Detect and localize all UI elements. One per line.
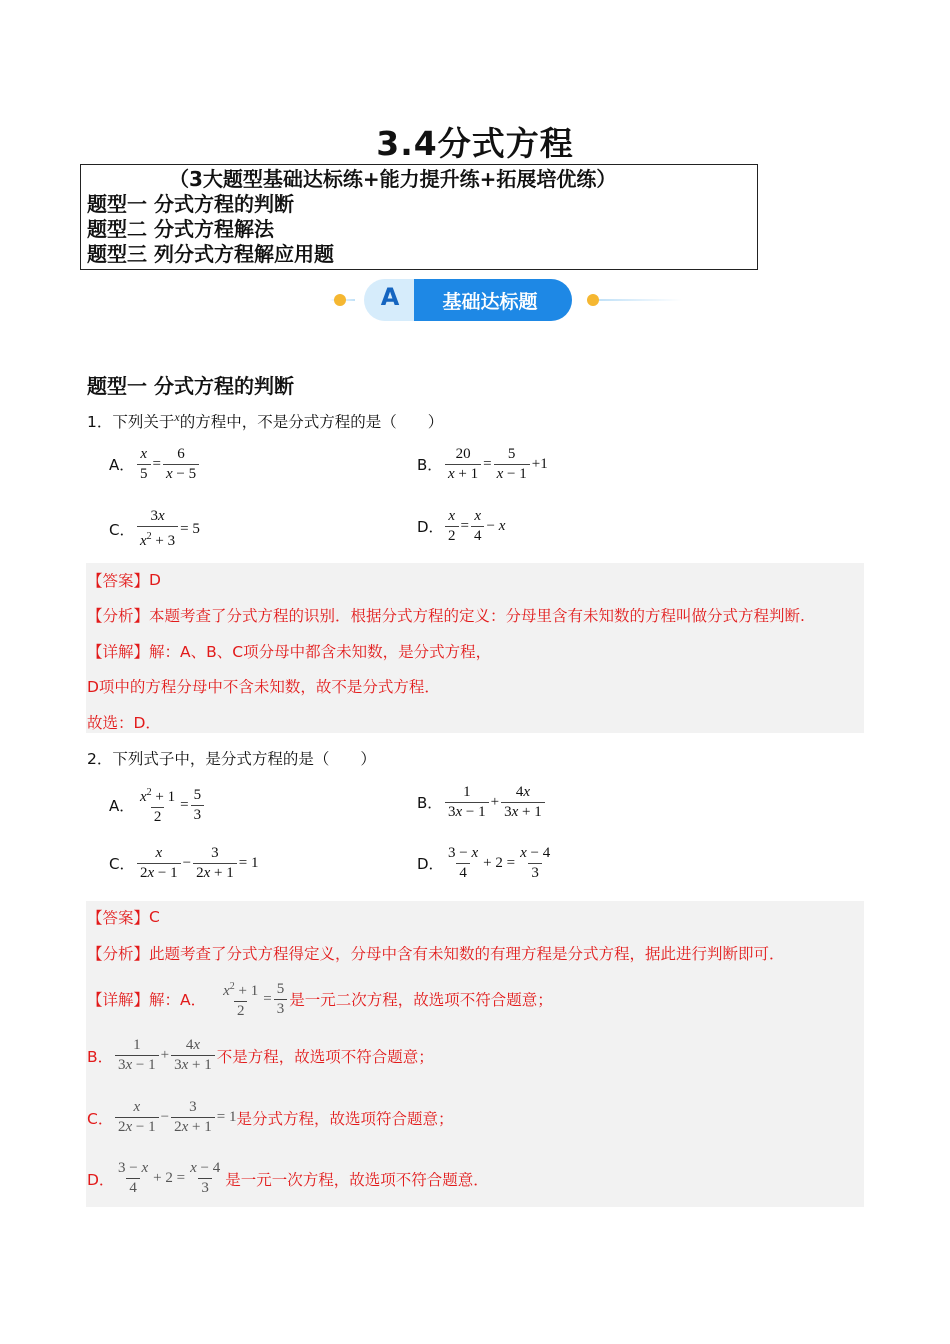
toc-item-3: 题型三 列分式方程解应用题 (87, 242, 334, 266)
q1-option-c-label: C． (109, 520, 135, 539)
q2-option-b: B． $\frac{1}{3x - 1}$ + $\frac{4x}{3x + 1}$ (417, 784, 547, 821)
q2-option-a-label: A． (109, 796, 135, 815)
q1-conclusion: 故选：D． (87, 714, 161, 732)
q1-option-b: B． $\frac{20}{x + 1}$ = $\frac{5}{x - 1}$ +1 (417, 446, 548, 482)
q2-detail-c-text: 是分式方程，故选项符合题意； (236, 1109, 454, 1128)
q1-detail-line (87, 640, 491, 662)
q2-detail-b-text: 不是方程，故选项不符合题意； (216, 1047, 434, 1066)
banner-letter: A (380, 283, 400, 311)
banner-dot-right (587, 294, 599, 306)
q2-option-b-label: B． (417, 794, 443, 812)
formula-fraction: $\frac{x - 4}{3}$ (520, 845, 551, 881)
q2-option-d: D． $\frac{3 - x}{4}$ + 2 = $\frac{x - 4}{3}$ (417, 845, 555, 882)
q1-stem-pre: 1．下列关于 (87, 413, 175, 432)
q1-option-a: A． $\frac{x}{5}$ = $\frac{6}{x - 5}$ (109, 446, 201, 483)
q1-analysis-tag: 【分析】 (87, 607, 150, 625)
q2-option-a: A． $\frac{x^2 + 1}{2}$ = $\frac{5}{3}$ (109, 784, 206, 826)
q1-stem-var: x (174, 410, 180, 424)
q2-option-c-label: C． (109, 855, 135, 873)
formula-fraction: $\frac{x - 4}{3}$ (190, 1160, 221, 1196)
formula-fraction: $\frac{5}{3}$ (191, 787, 205, 824)
q1-answer-value: D (149, 571, 161, 589)
formula-fraction: $\frac{1}{3x - 1}$ (115, 1037, 159, 1074)
q1-detail-text: 解：A、B、C项分母中都含未知数，是分式方程， (149, 643, 492, 661)
q2-detail-b-label: B． (87, 1047, 114, 1066)
question-2-stem: 2．下列式子中，是分式方程的是（ ） (87, 750, 376, 768)
q2-detail-a-line: 【详解】 解：A． $\frac{x^2 + 1}{2}$ = $\frac{5}{3}$ 是一元二次方程，故选项不符合题意； (87, 978, 553, 1020)
q1-detail-tag: 【详解】 (87, 643, 150, 661)
q2-analysis-text: 此题考查了分式方程得定义，分母中含有未知数的有理方程是分式方程，据此进行判断即可． (149, 945, 785, 963)
q2-analysis-tag: 【分析】 (87, 945, 150, 963)
q2-detail-d-text: 是一元一次方程，故选项不符合题意． (225, 1170, 489, 1189)
formula-fraction: $\frac{5}{3}$ (274, 981, 288, 1018)
q1-option-a-label: A． (109, 456, 135, 474)
formula-fraction: $\frac{x}{4}$ (471, 508, 485, 545)
toc-item-2: 题型二 分式方程解法 (87, 217, 274, 241)
q2-option-c: C． $\frac{x}{2x - 1}$ − $\frac{3}{2x + 1}$ = 1 (109, 845, 259, 881)
q2-detail-prefix: 解：A． (149, 991, 207, 1009)
q1-option-d-label: D． (417, 518, 444, 536)
q2-detail-c-label: C． (87, 1109, 114, 1128)
q1-option-d: D． $\frac{x}{2}$ = $\frac{x}{4}$ − x (417, 508, 506, 544)
formula-fraction: $\frac{x}{2x - 1}$ (137, 845, 181, 882)
q2-detail-c-line: C． $\frac{x}{2x - 1}$ − $\frac{3}{2x + 1}$ = 1 是分式方程，故选项符合题意； (87, 1099, 454, 1135)
formula-fraction: $\frac{3}{2x + 1}$ (193, 845, 237, 882)
q1-answer-line (87, 569, 161, 591)
formula-fraction: $\frac{3x}{x^2 + 3}$ (137, 508, 178, 550)
banner-label: 基础达标题 (442, 291, 538, 313)
banner-dot-left (334, 294, 346, 306)
formula-fraction: $\frac{5}{x - 1}$ (494, 446, 530, 483)
formula-fraction: $\frac{x^2 + 1}{2}$ (140, 787, 176, 825)
formula-fraction: $\frac{20}{x + 1}$ (445, 446, 481, 483)
formula-fraction: $\frac{4x}{3x + 1}$ (171, 1037, 215, 1074)
formula-fraction: $\frac{1}{3x - 1}$ (445, 784, 489, 821)
formula-fraction: $\frac{x}{5}$ (137, 446, 151, 483)
q1-answer-tag: 【答案】 (87, 572, 150, 590)
toc-box (80, 164, 758, 270)
formula-fraction: $\frac{x}{2x - 1}$ (115, 1099, 159, 1136)
q2-answer-value: C (149, 908, 160, 926)
toc-item-1: 题型一 分式方程的判断 (87, 192, 294, 216)
q1-stem-post: 的方程中，不是分式方程的是（ ） (179, 413, 444, 432)
q2-option-d-label: D． (417, 855, 444, 873)
toc-subtitle: （3大题型基础达标练+能力提升练+拓展培优练） (169, 167, 617, 191)
formula-fraction: $\frac{3}{2x + 1}$ (171, 1099, 215, 1136)
q2-detail-d-line: D． $\frac{3 - x}{4}$ + 2 = $\frac{x - 4}{3}$ 是一元一次方程，故选项不符合题意． (87, 1160, 489, 1196)
q1-analysis-line (87, 604, 805, 626)
q2-detail-b-line: B． $\frac{1}{3x - 1}$ + $\frac{4x}{3x + 1}$ 不是方程，故选项不符合题意； (87, 1037, 434, 1073)
q2-answer-line (87, 906, 160, 928)
formula-fraction: $\frac{3 - x}{4}$ (448, 845, 479, 881)
formula-fraction: $\frac{4x}{3x + 1}$ (501, 784, 545, 821)
formula-fraction: $\frac{6}{x - 5}$ (163, 446, 199, 483)
q1-analysis-text: 本题考查了分式方程的识别．根据分式方程的定义：分母里含有未知数的方程叫做分式方程判断. (149, 607, 805, 625)
q1-detail-line-2: D项中的方程分母中不含未知数，故不是分式方程． (87, 678, 440, 696)
q1-answer-box (86, 563, 864, 733)
q2-analysis-line (87, 942, 785, 964)
formula-fraction: $\frac{x^2 + 1}{2}$ (223, 981, 259, 1019)
q2-detail-d-label: D． (87, 1170, 115, 1189)
q1-option-b-label: B． (417, 456, 443, 474)
page-title: 3.4分式方程 (376, 124, 574, 163)
section-heading: 题型一 分式方程的判断 (87, 374, 294, 398)
q2-detail-a-text: 是一元二次方程，故选项不符合题意； (289, 991, 553, 1009)
formula-fraction: $\frac{x}{2}$ (445, 508, 459, 545)
q2-detail-tag: 【详解】 (87, 991, 150, 1009)
formula-fraction: $\frac{3 - x}{4}$ (118, 1160, 149, 1196)
q2-answer-box (86, 901, 864, 1207)
question-1-stem (87, 410, 443, 432)
q1-option-c: C． $\frac{3x}{x^2 + 3}$ = 5 (109, 508, 200, 549)
q2-answer-tag: 【答案】 (87, 909, 150, 927)
banner-line-right (596, 299, 682, 301)
